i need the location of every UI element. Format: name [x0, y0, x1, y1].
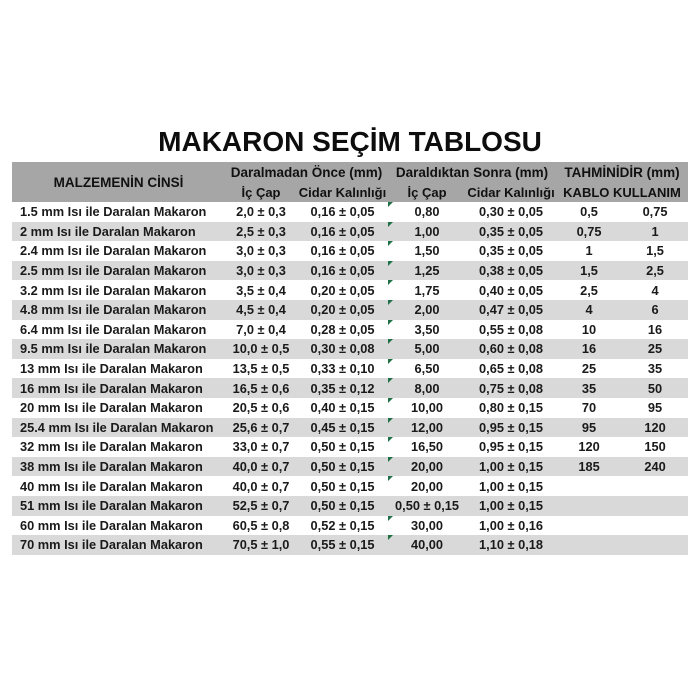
cell-material: 2 mm Isı ile Daralan Makaron: [20, 223, 196, 239]
cell-material: 9.5 mm Isı ile Daralan Makaron: [20, 341, 207, 357]
cell-kablo: 185: [578, 459, 600, 475]
cell-after-ic-cap: 1,50: [388, 241, 466, 261]
cell-before-cidar: 0,55 ± 0,15: [310, 537, 375, 553]
header-before-cidar: Cidar Kalınlığı: [297, 182, 388, 202]
cell-material: 13 mm Isı ile Daralan Makaron: [20, 361, 203, 377]
cell-before-cidar: 0,40 ± 0,15: [310, 400, 375, 416]
table-row: [12, 457, 688, 477]
cell-before-ic-cap: 10,0 ± 0,5: [232, 341, 290, 357]
cell-kullanim: 1,5: [646, 243, 664, 259]
cell-after-ic-cap: 5,00: [388, 339, 466, 359]
cell-kablo: 0,75: [576, 223, 602, 239]
cell-material: 3.2 mm Isı ile Daralan Makaron: [20, 282, 207, 298]
cell-after-cidar: 1,00 ± 0,15: [479, 478, 543, 494]
cell-kullanim: 120: [644, 419, 666, 435]
cell-kullanim: [622, 516, 688, 536]
cell-after-cidar: 1,00 ± 0,15: [479, 459, 543, 475]
cell-kablo: [556, 496, 622, 516]
cell-before-cidar: 0,28 ± 0,05: [310, 321, 375, 337]
cell-kablo: 95: [581, 419, 597, 435]
cell-before-cidar: 0,20 ± 0,05: [310, 282, 375, 298]
cell-kablo: 0,5: [580, 204, 598, 220]
cell-before-cidar: 0,50 ± 0,15: [310, 439, 375, 455]
cell-material: 16 mm Isı ile Daralan Makaron: [20, 380, 203, 396]
green-triangle-icon: [388, 457, 393, 462]
cell-kablo: [556, 535, 622, 555]
cell-before-ic-cap: 20,5 ± 0,6: [232, 400, 290, 416]
cell-kullanim: 240: [644, 459, 666, 475]
table-row: [12, 418, 688, 438]
cell-before-cidar: 0,50 ± 0,15: [310, 498, 375, 514]
cell-before-ic-cap: 2,0 ± 0,3: [236, 204, 286, 220]
cell-after-ic-cap: 0,80: [388, 202, 466, 222]
table-header: [12, 162, 688, 202]
cell-kullanim: [622, 476, 688, 496]
cell-before-ic-cap: 3,5 ± 0,4: [236, 282, 286, 298]
cell-kablo: 1: [585, 243, 593, 259]
green-triangle-icon: [388, 261, 393, 266]
cell-after-cidar: 0,55 ± 0,08: [479, 321, 543, 337]
cell-material: 20 mm Isı ile Daralan Makaron: [20, 400, 203, 416]
cell-material: 40 mm Isı ile Daralan Makaron: [20, 478, 203, 494]
cell-before-ic-cap: 40,0 ± 0,7: [232, 478, 290, 494]
cell-after-cidar: 0,35 ± 0,05: [479, 243, 543, 259]
green-triangle-icon: [388, 378, 393, 383]
header-after-ic-cap: İç Çap: [388, 182, 466, 202]
cell-after-cidar: 0,47 ± 0,05: [479, 302, 543, 318]
cell-kullanim: 25: [647, 341, 663, 357]
cell-after-ic-cap: 10,00: [388, 398, 466, 418]
table-body: [12, 202, 688, 555]
green-triangle-icon: [388, 222, 393, 227]
cell-kullanim: 150: [644, 439, 666, 455]
table-row: [12, 300, 688, 320]
cell-kablo: 1,5: [580, 263, 598, 279]
cell-after-ic-cap: 6,50: [388, 359, 466, 379]
cell-before-ic-cap: 16,5 ± 0,6: [232, 380, 290, 396]
cell-after-ic-cap: 40,00: [388, 535, 466, 555]
cell-before-cidar: 0,16 ± 0,05: [310, 263, 375, 279]
cell-after-ic-cap: 8,00: [388, 378, 466, 398]
cell-kablo: 70: [581, 400, 597, 416]
cell-kullanim: 95: [647, 400, 663, 416]
cell-kullanim: 50: [647, 380, 663, 396]
cell-before-ic-cap: 4,5 ± 0,4: [236, 302, 286, 318]
table-row: [12, 496, 688, 516]
cell-before-cidar: 0,16 ± 0,05: [310, 204, 375, 220]
cell-after-ic-cap: 2,00: [388, 300, 466, 320]
header-group-before: Daralmadan Önce (mm): [225, 162, 388, 182]
green-triangle-icon: [388, 437, 393, 442]
cell-after-cidar: 0,65 ± 0,08: [479, 361, 543, 377]
cell-kablo: 2,5: [580, 282, 598, 298]
cell-before-cidar: 0,33 ± 0,10: [310, 361, 375, 377]
page-title: MAKARON SEÇİM TABLOSU: [158, 126, 542, 157]
green-triangle-icon: [388, 241, 393, 246]
cell-before-cidar: 0,50 ± 0,15: [310, 459, 375, 475]
cell-after-cidar: 0,30 ± 0,05: [479, 204, 543, 220]
cell-kullanim: [622, 535, 688, 555]
cell-before-ic-cap: 60,5 ± 0,8: [232, 517, 290, 533]
cell-after-ic-cap: 20,00: [388, 457, 466, 477]
cell-before-ic-cap: 40,0 ± 0,7: [232, 459, 290, 475]
cell-before-ic-cap: 2,5 ± 0,3: [236, 223, 286, 239]
cell-after-cidar: 0,38 ± 0,05: [479, 263, 543, 279]
cell-before-ic-cap: 7,0 ± 0,4: [236, 321, 286, 337]
table-row: [12, 261, 688, 281]
cell-before-cidar: 0,20 ± 0,05: [310, 302, 375, 318]
cell-kullanim: 6: [651, 302, 659, 318]
cell-kablo: 35: [581, 380, 597, 396]
cell-before-cidar: 0,16 ± 0,05: [310, 223, 375, 239]
cell-kullanim: 2,5: [646, 263, 664, 279]
cell-kullanim: 16: [647, 321, 663, 337]
table-row: [12, 339, 688, 359]
table-row: [12, 476, 688, 496]
table-row: [12, 202, 688, 222]
table-row: [12, 516, 688, 536]
green-triangle-icon: [388, 359, 393, 364]
cell-before-cidar: 0,35 ± 0,12: [310, 380, 375, 396]
cell-material: 1.5 mm Isı ile Daralan Makaron: [20, 204, 207, 220]
cell-kablo: 25: [581, 361, 597, 377]
cell-material: 25.4 mm Isı ile Daralan Makaron: [20, 419, 214, 435]
header-group-estimate: TAHMİNİDİR (mm): [556, 162, 688, 182]
green-triangle-icon: [388, 300, 393, 305]
cell-material: 2.4 mm Isı ile Daralan Makaron: [20, 243, 207, 259]
table-row: [12, 359, 688, 379]
cell-before-cidar: 0,52 ± 0,15: [310, 517, 375, 533]
table-row: [12, 222, 688, 242]
cell-material: 6.4 mm Isı ile Daralan Makaron: [20, 321, 207, 337]
cell-before-cidar: 0,50 ± 0,15: [310, 478, 375, 494]
cell-kullanim: 1: [651, 223, 659, 239]
cell-before-ic-cap: 70,5 ± 1,0: [232, 537, 290, 553]
cell-before-cidar: 0,16 ± 0,05: [310, 243, 375, 259]
cell-after-ic-cap: 20,00: [388, 476, 466, 496]
cell-kablo: 16: [581, 341, 597, 357]
cell-after-cidar: 0,35 ± 0,05: [479, 223, 543, 239]
cell-kullanim: 35: [647, 361, 663, 377]
cell-after-cidar: 0,60 ± 0,08: [479, 341, 543, 357]
green-triangle-icon: [388, 418, 393, 423]
cell-kablo: 120: [578, 439, 600, 455]
cell-material: 4.8 mm Isı ile Daralan Makaron: [20, 302, 207, 318]
cell-after-ic-cap: 16,50: [388, 437, 466, 457]
cell-kablo: [556, 476, 622, 496]
green-triangle-icon: [388, 398, 393, 403]
green-triangle-icon: [388, 516, 393, 521]
table-row: [12, 320, 688, 340]
cell-before-ic-cap: 13,5 ± 0,5: [232, 361, 290, 377]
cell-material: 51 mm Isı ile Daralan Makaron: [20, 498, 203, 514]
cell-before-ic-cap: 3,0 ± 0,3: [236, 243, 286, 259]
cell-after-cidar: 1,00 ± 0,15: [479, 498, 543, 514]
cell-material: 70 mm Isı ile Daralan Makaron: [20, 537, 203, 553]
cell-after-ic-cap: 3,50: [388, 320, 466, 340]
cell-kablo: [556, 516, 622, 536]
table-row: [12, 398, 688, 418]
table-row: [12, 437, 688, 457]
cell-before-cidar: 0,45 ± 0,15: [310, 419, 375, 435]
cell-after-ic-cap: 12,00: [388, 418, 466, 438]
cell-after-cidar: 1,10 ± 0,18: [479, 537, 543, 553]
cell-after-ic-cap: 0,50 ± 0,15: [395, 498, 459, 514]
cell-kullanim: [622, 496, 688, 516]
cell-kablo: 10: [581, 321, 597, 337]
cell-kullanim: 0,75: [642, 204, 668, 220]
cell-material: 38 mm Isı ile Daralan Makaron: [20, 459, 203, 475]
table-row: [12, 535, 688, 555]
cell-after-ic-cap: 1,75: [388, 280, 466, 300]
cell-material: 2.5 mm Isı ile Daralan Makaron: [20, 263, 207, 279]
makaron-selection-table: [12, 162, 688, 555]
cell-after-cidar: 0,40 ± 0,05: [479, 282, 543, 298]
header-material: MALZEMENİN CİNSİ: [12, 162, 225, 202]
cell-after-cidar: 0,95 ± 0,15: [479, 419, 543, 435]
cell-material: 32 mm Isı ile Daralan Makaron: [20, 439, 203, 455]
cell-before-ic-cap: 3,0 ± 0,3: [236, 263, 286, 279]
cell-after-ic-cap: 30,00: [388, 516, 466, 536]
table-row: [12, 241, 688, 261]
cell-material: 60 mm Isı ile Daralan Makaron: [20, 517, 203, 533]
green-triangle-icon: [388, 476, 393, 481]
cell-after-cidar: 1,00 ± 0,16: [479, 517, 543, 533]
cell-before-cidar: 0,30 ± 0,08: [310, 341, 375, 357]
cell-before-ic-cap: 52,5 ± 0,7: [232, 498, 290, 514]
green-triangle-icon: [388, 535, 393, 540]
cell-after-cidar: 0,80 ± 0,15: [479, 400, 543, 416]
header-before-ic-cap: İç Çap: [225, 182, 297, 202]
cell-before-ic-cap: 33,0 ± 0,7: [232, 439, 290, 455]
green-triangle-icon: [388, 339, 393, 344]
cell-kablo: 4: [585, 302, 593, 318]
cell-after-cidar: 0,75 ± 0,08: [479, 380, 543, 396]
header-group-after: Daraldıktan Sonra (mm): [388, 162, 556, 182]
header-after-cidar: Cidar Kalınlığı: [466, 182, 556, 202]
header-kablo-kullanim: KABLO KULLANIM: [556, 182, 688, 202]
green-triangle-icon: [388, 320, 393, 325]
cell-before-ic-cap: 25,6 ± 0,7: [232, 419, 290, 435]
cell-after-cidar: 0,95 ± 0,15: [479, 439, 543, 455]
green-triangle-icon: [388, 202, 393, 207]
green-triangle-icon: [388, 280, 393, 285]
table-row: [12, 378, 688, 398]
cell-after-ic-cap: 1,25: [388, 261, 466, 281]
cell-kullanim: 4: [651, 282, 659, 298]
cell-after-ic-cap: 1,00: [388, 222, 466, 242]
table-row: [12, 280, 688, 300]
